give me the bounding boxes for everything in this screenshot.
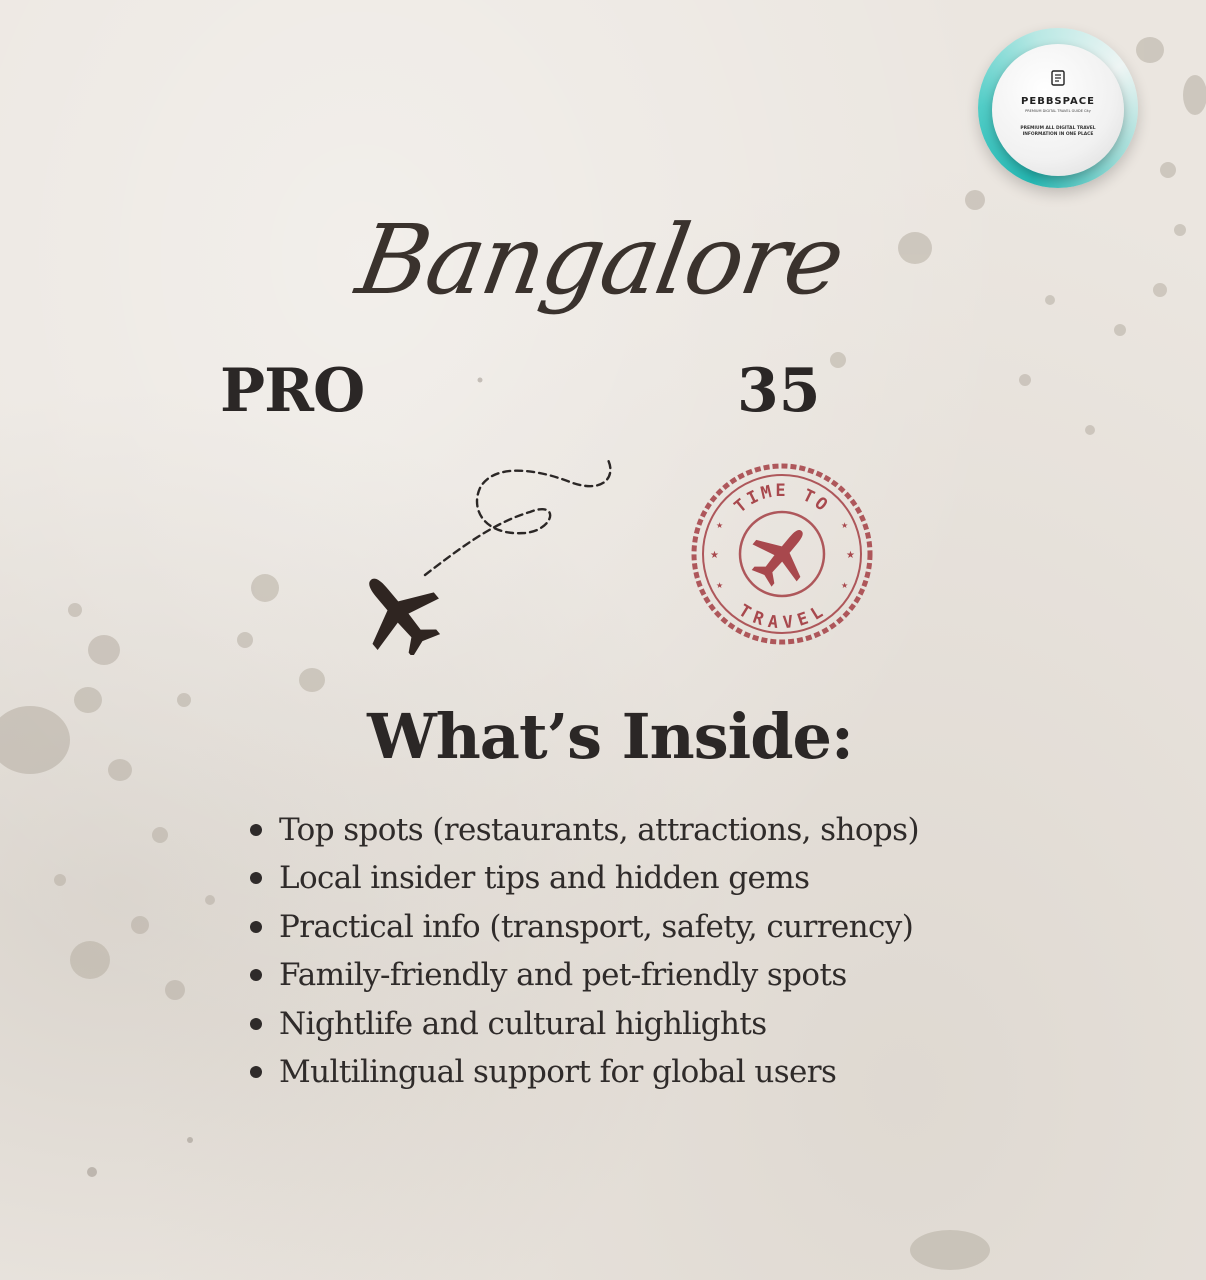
bullet-icon	[250, 1018, 262, 1030]
svg-text:★: ★	[710, 550, 719, 561]
bullet-icon	[250, 824, 262, 836]
list-item-text: Nightlife and cultural highlights	[279, 1005, 767, 1042]
bullet-icon	[250, 969, 262, 981]
stamp-bottom-text: TRAVEL	[734, 600, 830, 634]
city-title: Bangalore	[349, 204, 851, 316]
list-item-text: Top spots (restaurants, attractions, shops)	[279, 812, 919, 848]
flight-path-graphic	[355, 450, 620, 655]
bullet-icon	[250, 921, 262, 933]
list-item	[248, 854, 919, 902]
svg-text:★: ★	[716, 521, 724, 530]
bullet-icon	[250, 872, 262, 884]
list-item	[248, 1048, 919, 1096]
stamp-top-text: TIME TO	[730, 481, 834, 518]
list-item-text: Family-friendly and pet-friendly spots	[279, 957, 847, 994]
list-item	[248, 1000, 919, 1048]
svg-text:★: ★	[846, 550, 855, 561]
dashed-flight-line	[425, 458, 610, 575]
svg-text:★: ★	[716, 581, 724, 590]
list-item	[248, 806, 919, 854]
list-item-text: Multilingual support for global users	[279, 1053, 837, 1090]
edition-number: 35	[737, 356, 821, 426]
list-item-text: Practical info (transport, safety, currency)	[279, 908, 914, 945]
list-item	[248, 951, 919, 999]
brand-badge	[978, 28, 1138, 188]
airplane-icon	[355, 554, 457, 655]
badge-tagline: PREMIUM DIGITAL TRAVEL GUIDE City	[1025, 109, 1091, 113]
badge-face	[992, 44, 1124, 176]
svg-text:★: ★	[841, 581, 849, 590]
badge-subtitle: PREMIUM ALL DIGITAL TRAVEL INFORMATION IN ONE PLACE	[1020, 126, 1096, 137]
document-icon	[1051, 70, 1065, 86]
bullet-icon	[250, 1066, 262, 1078]
edition-label: PRO	[220, 356, 365, 426]
list-item-text: Local insider tips and hidden gems	[279, 860, 810, 897]
badge-brand-name: PEBBSPACE	[1021, 96, 1095, 107]
list-item	[248, 903, 919, 951]
section-heading: What’s Inside:	[367, 700, 853, 773]
time-to-travel-stamp	[686, 458, 878, 650]
svg-text:★: ★	[841, 521, 849, 530]
feature-list	[248, 806, 919, 1096]
